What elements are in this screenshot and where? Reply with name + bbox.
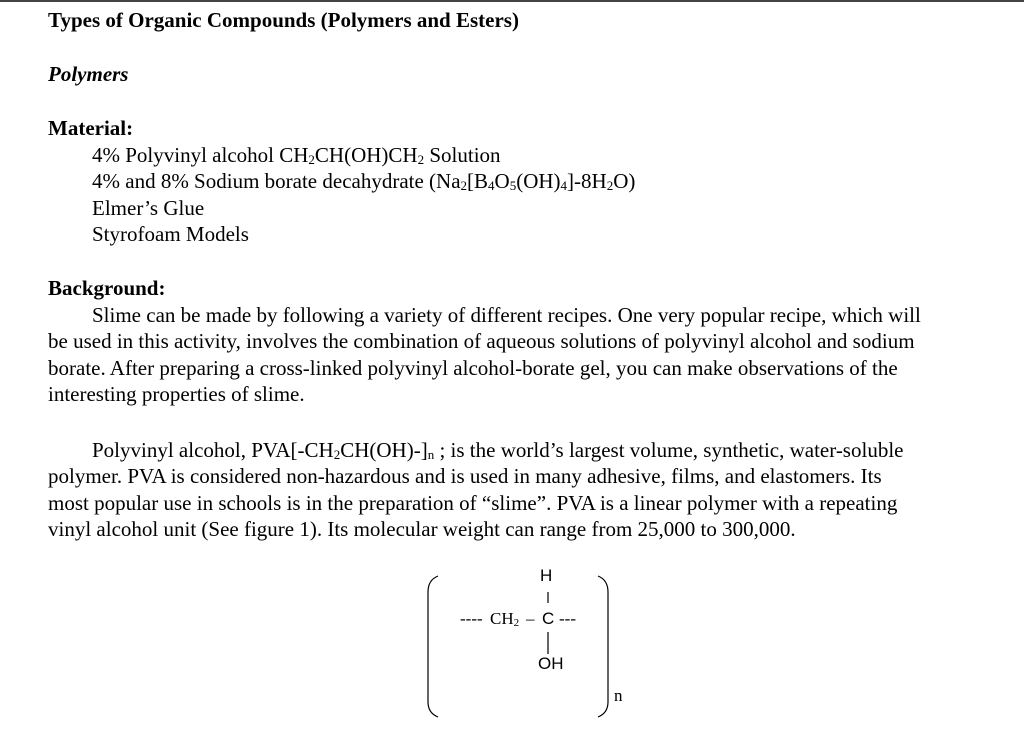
ch2-group: $CH_2$ bbox=[490, 609, 520, 629]
hydroxyl-group: OH bbox=[538, 654, 564, 673]
material-item-models: Styrofoam Models bbox=[92, 222, 249, 246]
material-item-borate: 4% and 8% Sodium borate decahydrate $(Na_2[B_4O_5(OH)_4]-8H_2O)$ bbox=[92, 169, 636, 193]
page-title: Types of Organic Compounds (Polymers and Esters) bbox=[48, 8, 519, 32]
hydrogen-atom: H bbox=[540, 566, 553, 585]
material-item-pva: 4% Polyvinyl alcohol $CH_2CH(OH)CH_2$ Solution bbox=[92, 143, 501, 167]
material-item-glue: Elmer’s Glue bbox=[92, 196, 205, 220]
right-bracket bbox=[598, 576, 608, 717]
material-heading: Material: bbox=[48, 116, 134, 140]
background-p1-line: Slime can be made by following a variety of different recipes. One very popular recipe, which will bbox=[92, 303, 921, 327]
carbon-atom: C bbox=[542, 609, 555, 628]
background-heading: Background: bbox=[48, 276, 166, 300]
background-p2-line: Polyvinyl alcohol, $PVA[-CH_2CH(OH)-]_n$ ; is the world’s largest volume, synthetic, water-soluble bbox=[92, 438, 904, 462]
background-p1-line: be used in this activity, involves the combination of aqueous solutions of polyvinyl alcohol and sodium bbox=[48, 329, 915, 353]
right-chain-dash: --- bbox=[559, 609, 576, 628]
left-chain-dash: ---- bbox=[460, 609, 483, 628]
section-heading: Polymers bbox=[48, 62, 129, 86]
background-p2-line: most popular use in schools is in the preparation of “slime”. PVA is a linear polymer with a repeating bbox=[48, 491, 898, 515]
carbon-bond: – bbox=[526, 609, 535, 628]
repeat-subscript-n: n bbox=[614, 686, 623, 705]
background-p2-line: polymer. PVA is considered non-hazardous and is used in many adhesive, films, and elastomers. Its bbox=[48, 464, 882, 488]
background-p1-line: borate. After preparing a cross-linked polyvinyl alcohol-borate gel, you can make observations of the bbox=[48, 356, 898, 380]
background-p1-line: interesting properties of slime. bbox=[48, 382, 305, 406]
left-bracket bbox=[428, 576, 438, 717]
background-p2-line: vinyl alcohol unit (See figure 1). Its molecular weight can range from 25,000 to 300,000. bbox=[48, 517, 796, 541]
